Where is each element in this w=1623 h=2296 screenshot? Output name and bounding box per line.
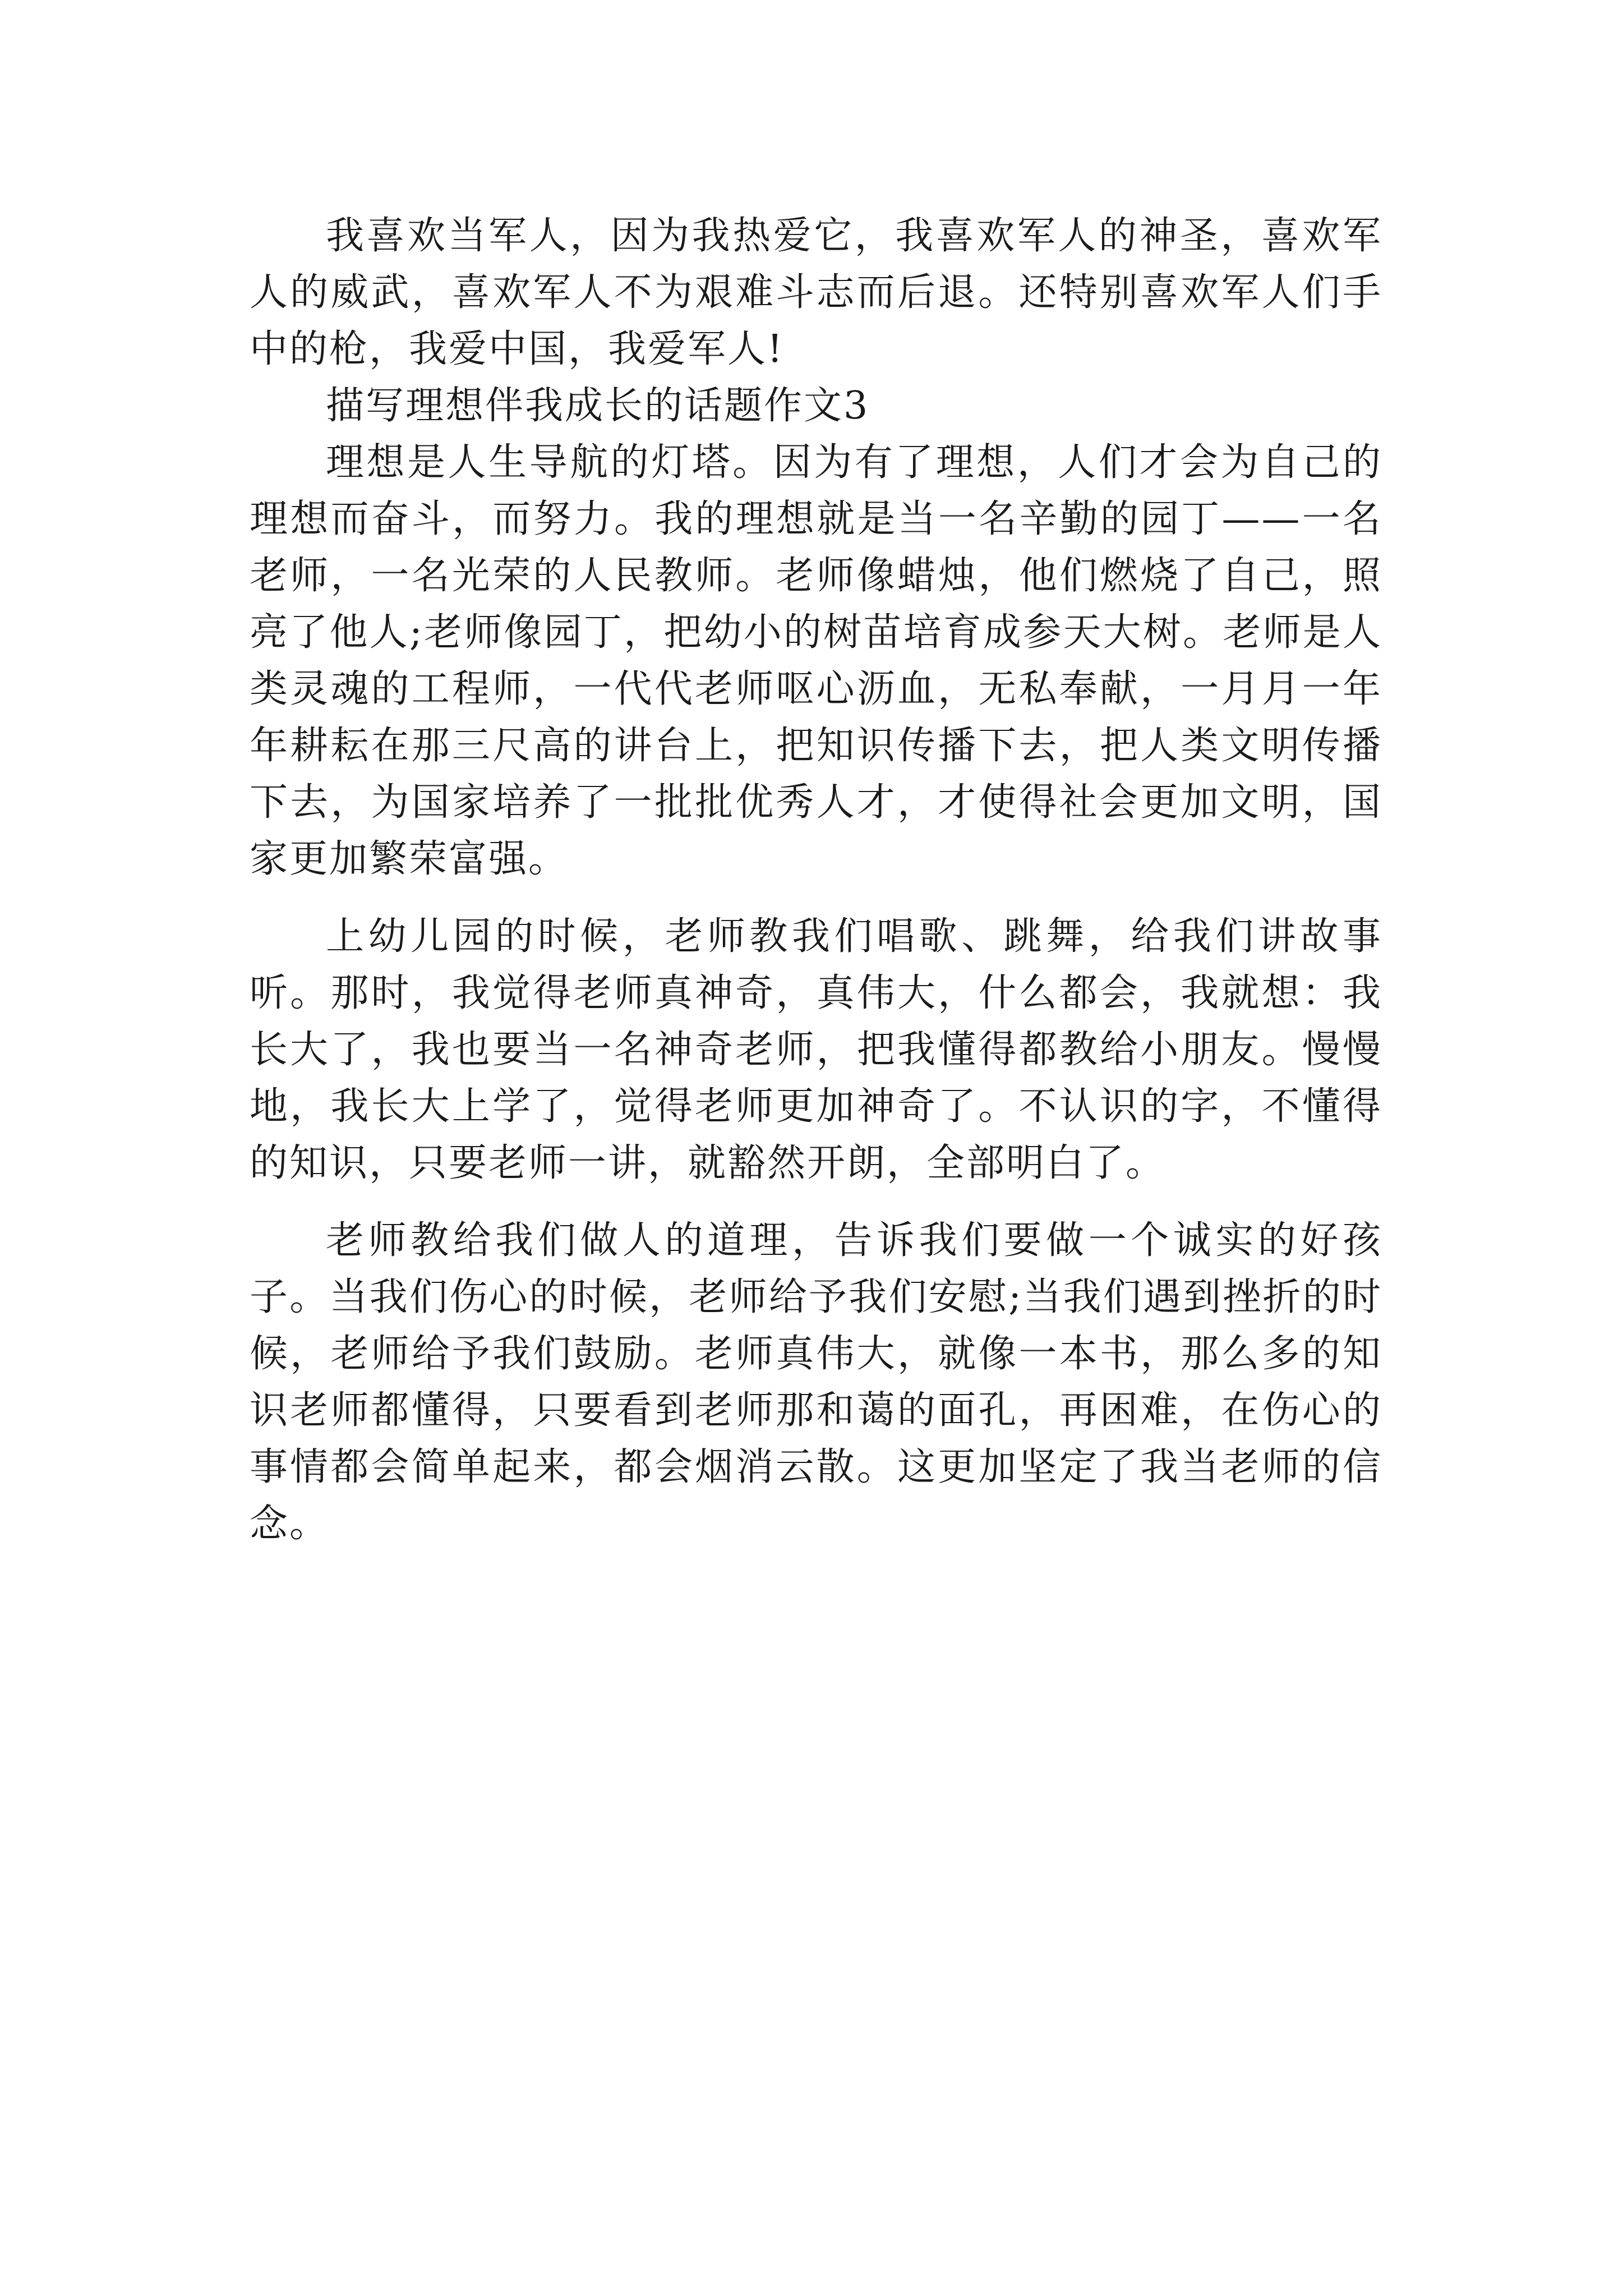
paragraph-teacher-guidance: 老师教给我们做人的道理，告诉我们要做一个诚实的好孩子。当我们伤心的时候，老师给予我们安慰;当我们遇到挫折的时候，老师给予我们鼓励。老师真伟大，就像一本书，那么多的知识老师都懂得，只要看到老师那和蔼的面孔，再困难，在伤心的事情都会简单起来，都会烟消云散。这更加坚定了我当老师的信念。 — [250, 1218, 1382, 1546]
document-body — [250, 208, 1382, 1552]
paragraph-soldier-conclusion: 我喜欢当军人，因为我热爱它，我喜欢军人的神圣，喜欢军人的威武，喜欢军人不为艰难斗志而后退。还特别喜欢军人们手中的枪，我爱中国，我爱军人! — [250, 214, 1382, 371]
essay-title: 描写理想伴我成长的话题作文3 — [326, 384, 870, 428]
paragraph-kindergarten: 上幼儿园的时候，老师教我们唱歌、跳舞，给我们讲故事听。那时，我觉得老师真神奇，真伟大，什么都会，我就想：我长大了，我也要当一名神奇老师，把我懂得都教给小朋友。慢慢地，我长大上学了，觉得老师更加神奇了。不认识的字，不懂得的知识，只要老师一讲，就豁然开朗，全部明白了。 — [250, 914, 1382, 1185]
paragraph-ideal-teacher: 理想是人生导航的灯塔。因为有了理想，人们才会为自己的理想而奋斗，而努力。我的理想就是当一名辛勤的园丁——一名老师，一名光荣的人民教师。老师像蜡烛，他们燃烧了自己，照亮了他人;老师像园丁，把幼小的树苗培育成参天大树。老师是人类灵魂的工程师，一代代老师呕心沥血，无私奉献，一月月一年年耕耘在那三尺高的讲台上，把知识传播下去，把人类文明传播下去，为国家培养了一批批优秀人才，才使得社会更加文明，国家更加繁荣富强。 — [250, 440, 1382, 881]
